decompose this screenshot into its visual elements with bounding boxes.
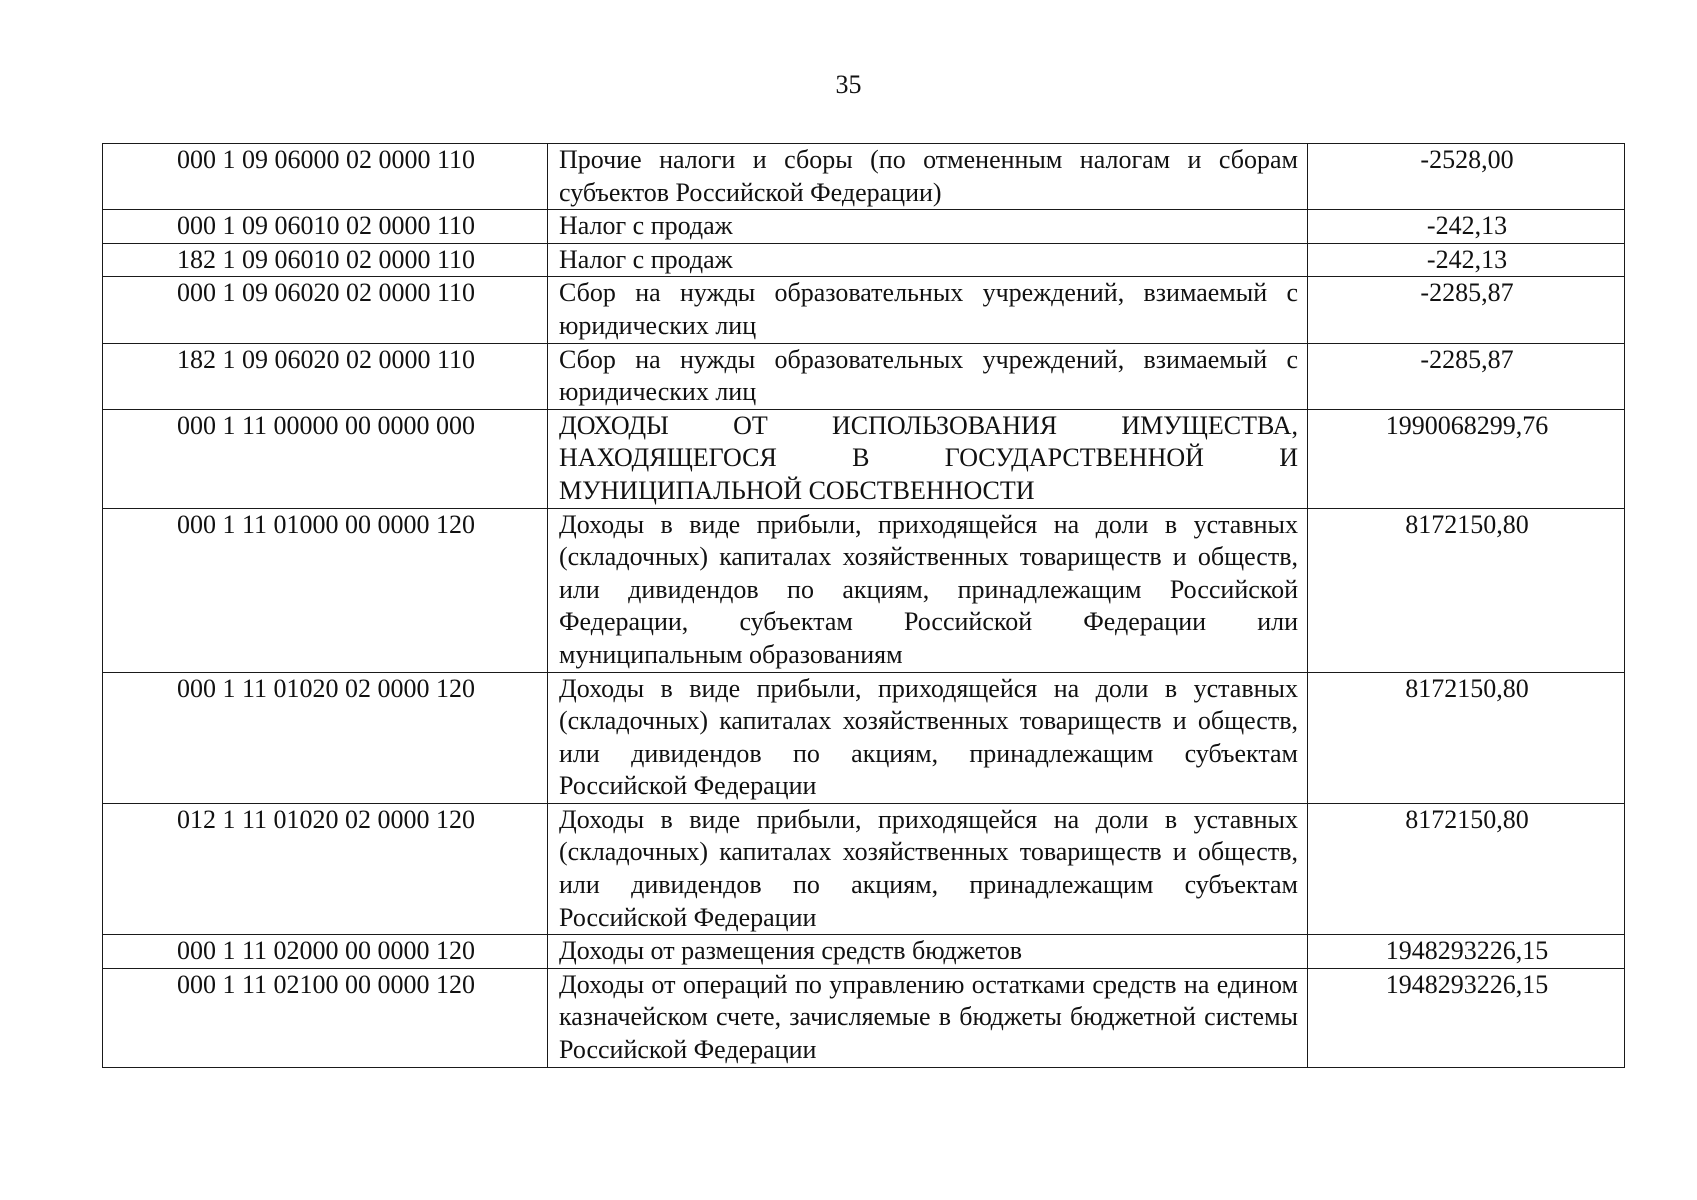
description-cell: Доходы в виде прибыли, приходящейся на доли в уставных (складочных) капиталах хозяйственных товариществ и обществ, или дивидендов по акциям, принадлежащим субъектам Российской Федерации [548,803,1308,934]
amount-cell: 1948293226,15 [1308,968,1625,1067]
budget-code-cell: 012 1 11 01020 02 0000 120 [103,803,548,934]
table-row [103,243,1625,277]
description-cell: Доходы от операций по управлению остатками средств на едином казначейском счете, зачисляемые в бюджеты бюджетной системы Российской Федерации [548,968,1308,1067]
table-row [103,409,1625,508]
table-row [103,144,1625,210]
amount-cell: -242,13 [1308,210,1625,244]
table-row [103,968,1625,1067]
budget-code-cell: 000 1 11 00000 00 0000 000 [103,409,548,508]
budget-code-cell: 000 1 11 02100 00 0000 120 [103,968,548,1067]
amount-cell: 8172150,80 [1308,803,1625,934]
table-row [103,508,1625,672]
table-row [103,210,1625,244]
table-row [103,343,1625,409]
budget-code-cell: 182 1 09 06020 02 0000 110 [103,343,548,409]
description-cell: Доходы в виде прибыли, приходящейся на доли в уставных (складочных) капиталах хозяйственных товариществ и обществ, или дивидендов по акциям, принадлежащим Российской Федерации, субъектам Российской Федерации или муниципальным образованиям [548,508,1308,672]
amount-cell: 1948293226,15 [1308,935,1625,969]
table-row [103,277,1625,343]
budget-code-cell: 000 1 11 01020 02 0000 120 [103,672,548,803]
budget-code-cell: 182 1 09 06010 02 0000 110 [103,243,548,277]
budget-code-cell: 000 1 09 06000 02 0000 110 [103,144,548,210]
page-number: 35 [835,70,862,99]
description-cell: Сбор на нужды образовательных учреждений, взимаемый с юридических лиц [548,343,1308,409]
description-cell: Доходы в виде прибыли, приходящейся на доли в уставных (складочных) капиталах хозяйственных товариществ и обществ, или дивидендов по акциям, принадлежащим субъектам Российской Федерации [548,672,1308,803]
amount-cell: 1990068299,76 [1308,409,1625,508]
amount-cell: -2285,87 [1308,277,1625,343]
amount-cell: 8172150,80 [1308,672,1625,803]
amount-cell: -242,13 [1308,243,1625,277]
amount-cell: -2285,87 [1308,343,1625,409]
description-cell: Доходы от размещения средств бюджетов [548,935,1308,969]
table-row [103,935,1625,969]
budget-revenue-table [102,143,1625,1068]
budget-code-cell: 000 1 09 06020 02 0000 110 [103,277,548,343]
description-cell: Сбор на нужды образовательных учреждений, взимаемый с юридических лиц [548,277,1308,343]
budget-code-cell: 000 1 11 02000 00 0000 120 [103,935,548,969]
description-cell: ДОХОДЫ ОТ ИСПОЛЬЗОВАНИЯ ИМУЩЕСТВА, НАХОДЯЩЕГОСЯ В ГОСУДАРСТВЕННОЙ И МУНИЦИПАЛЬНОЙ СОБСТВЕННОСТИ [548,409,1308,508]
description-cell: Налог с продаж [548,243,1308,277]
amount-cell: 8172150,80 [1308,508,1625,672]
amount-cell: -2528,00 [1308,144,1625,210]
description-cell: Прочие налоги и сборы (по отмененным налогам и сборам субъектов Российской Федерации) [548,144,1308,210]
description-cell: Налог с продаж [548,210,1308,244]
table-row [103,672,1625,803]
budget-code-cell: 000 1 11 01000 00 0000 120 [103,508,548,672]
budget-code-cell: 000 1 09 06010 02 0000 110 [103,210,548,244]
table-row [103,803,1625,934]
